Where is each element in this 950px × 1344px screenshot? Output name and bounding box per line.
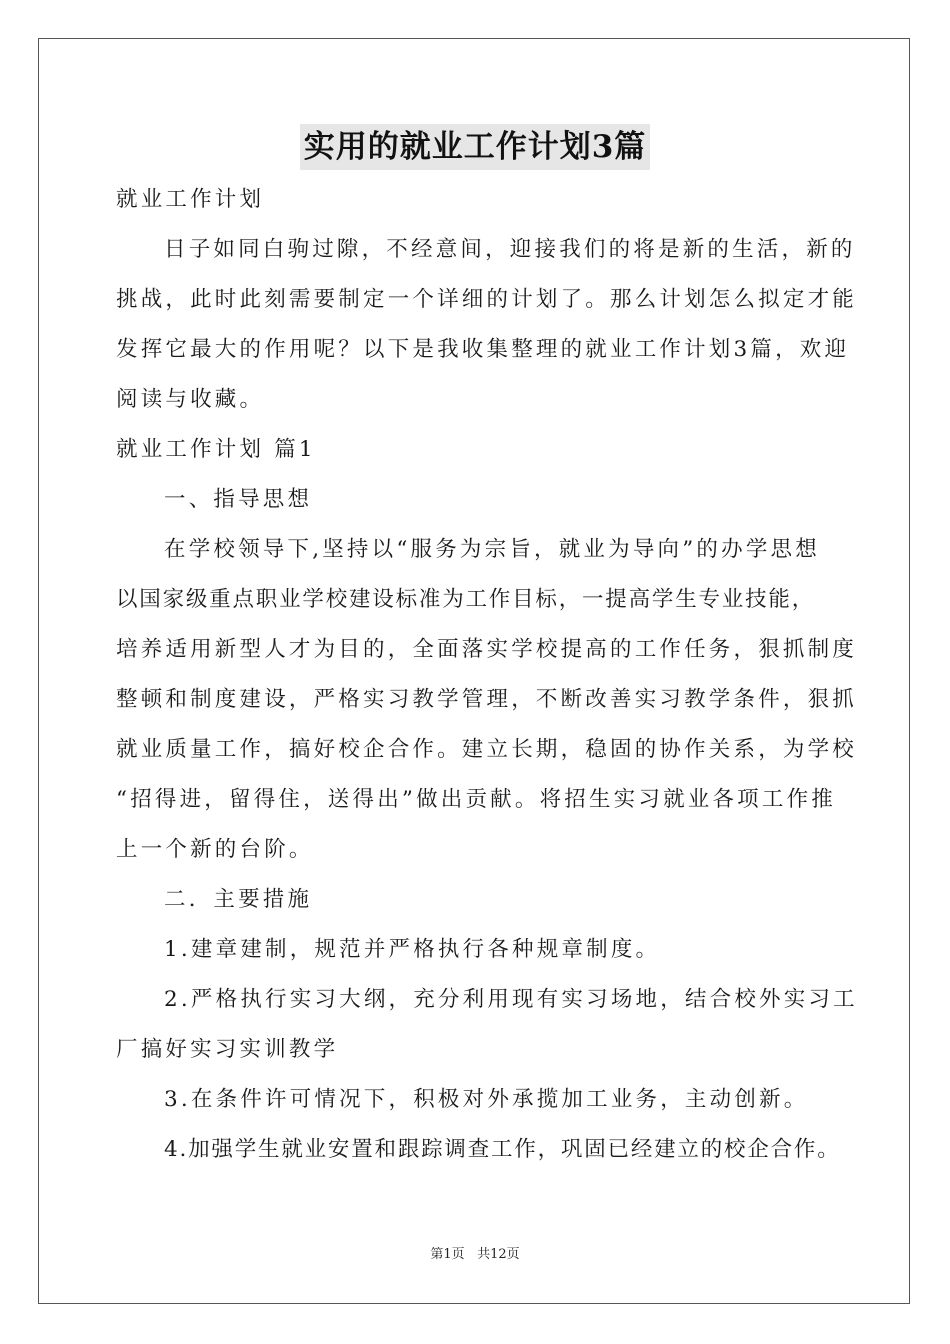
paragraph-line: 挑战，此时此刻需要制定一个详细的计划了。那么计划怎么拟定才能 xyxy=(116,287,858,312)
section-heading: 就业工作计划 xyxy=(116,187,265,212)
list-item: 3.在条件许可情况下，积极对外承揽加工业务，主动创新。 xyxy=(164,1087,809,1112)
paragraph-line: 就业质量工作，搞好校企合作。建立长期，稳固的协作关系，为学校 xyxy=(116,737,858,762)
paragraph-line: 在学校领导下,坚持以“服务为宗旨，就业为导向”的办学思想 xyxy=(164,537,820,562)
subsection-heading: 二．主要措施 xyxy=(164,887,313,912)
paragraph-line: “招得进，留得住，送得出”做出贡献。将招生实习就业各项工作推 xyxy=(116,787,836,812)
paragraph-line: 培养适用新型人才为目的，全面落实学校提高的工作任务，狠抓制度 xyxy=(116,637,858,662)
list-item-continuation: 厂搞好实习实训教学 xyxy=(116,1037,339,1062)
page-footer xyxy=(0,1246,950,1264)
subsection-heading: 一、指导思想 xyxy=(164,487,313,512)
paragraph-line: 以国家级重点职业学校建设标准为工作目标，一提高学生专业技能， xyxy=(116,587,816,612)
page-total: 共12页 xyxy=(477,1247,520,1262)
title-container xyxy=(0,124,950,170)
paragraph-line: 发挥它最大的作用呢？以下是我收集整理的就业工作计划3篇，欢迎 xyxy=(116,337,850,362)
list-item: 2.严格执行实习大纲，充分利用现有实习场地，结合校外实习工 xyxy=(164,987,858,1012)
paragraph-line: 整顿和制度建设，严格实习教学管理，不断改善实习教学条件，狠抓 xyxy=(116,687,858,712)
paragraph-line: 上一个新的台阶。 xyxy=(116,837,314,862)
document-title: 实用的就业工作计划3篇 xyxy=(300,124,651,170)
list-item: 1.建章建制，规范并严格执行各种规章制度。 xyxy=(164,937,661,962)
page-number: 第1页 xyxy=(430,1247,465,1262)
paragraph-line: 阅读与收藏。 xyxy=(116,387,265,412)
list-item: 4.加强学生就业安置和跟踪调查工作，巩固已经建立的校企合作。 xyxy=(164,1137,841,1162)
paragraph-line: 日子如同白驹过隙，不经意间，迎接我们的将是新的生活，新的 xyxy=(164,237,856,262)
section-heading: 就业工作计划 篇1 xyxy=(116,437,316,462)
